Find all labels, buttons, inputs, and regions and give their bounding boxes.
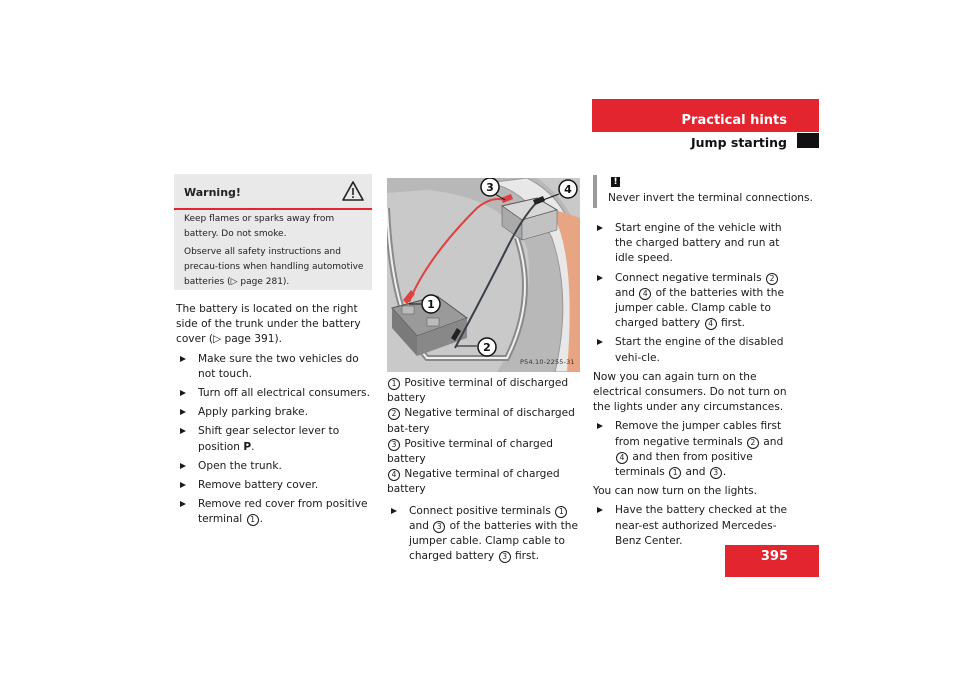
battery-figure: [387, 178, 580, 372]
callout-1: 1: [427, 298, 435, 311]
warning-paragraph: Observe all safety instructions and precau-tions when handling automotive batteries (▷ page 281).: [184, 247, 364, 287]
callout-2: 2: [483, 341, 491, 354]
exclamation-icon: !: [611, 177, 620, 187]
step-item: Remove red cover from positive terminal 1 .: [176, 497, 374, 527]
legend-item: 2 Negative terminal of discharged bat-tery: [387, 407, 575, 435]
terminal-number: 1: [247, 514, 259, 526]
figure-code: P54.10-2255-31: [520, 358, 575, 366]
intro-paragraph: The battery is located on the right side of the trunk under the battery cover (▷ page 391).: [176, 303, 361, 346]
column-right: [593, 221, 791, 549]
page-number: 395: [760, 549, 788, 564]
gear-position: P: [243, 440, 252, 453]
body-paragraph: You can now turn on the lights.: [593, 485, 758, 498]
legend-item: 1 Positive terminal of discharged battery: [387, 377, 569, 405]
callout-3: 3: [486, 181, 494, 194]
section-title: Practical hints: [681, 113, 787, 128]
step-item: Shift gear selector lever to position P.: [176, 424, 374, 454]
body-paragraph: Now you can again turn on the electrical consumers. Do not turn on the lights under any circumstances.: [593, 370, 787, 414]
legend-item: 4 Negative terminal of charged battery: [387, 468, 560, 496]
step-item: Remove battery cover.: [176, 478, 374, 493]
warning-text: [184, 212, 368, 293]
step-item: Connect negative terminals 2 and 4 of the batteries with the jumper cable. Clamp cable to charged battery 4 first.: [593, 271, 791, 332]
column-left: [176, 302, 374, 528]
step-item: Turn off all electrical consumers.: [176, 386, 374, 401]
column-middle: [387, 376, 583, 564]
warning-divider: [174, 208, 372, 210]
warning-title: Warning!: [184, 186, 241, 199]
step-item: Start engine of the vehicle with the charged battery and run at idle speed.: [593, 221, 791, 267]
step-item: Make sure the two vehicles do not touch.: [176, 352, 374, 382]
step-item: Open the trunk.: [176, 459, 374, 474]
legend-item: 3 Positive terminal of charged battery: [387, 437, 553, 466]
note-bar: [593, 175, 597, 208]
warning-triangle-icon: [342, 181, 364, 201]
step-item: Connect positive terminals 1 and 3 of the batteries with the jumper cable. Clamp cable to charged battery 3 first.: [387, 504, 583, 565]
step-item: Apply parking brake.: [176, 405, 374, 420]
step-item: Start the engine of the disabled vehi-cle.: [593, 335, 791, 365]
step-item: Remove the jumper cables first from negative terminals 2 and 4 and then from positive terminals 1 and 3 .: [593, 419, 791, 480]
step-item: Have the battery checked at the near-est authorized Mercedes-Benz Center.: [593, 503, 791, 549]
callout-4: 4: [564, 183, 572, 196]
note-text: Never invert the terminal connections.: [608, 192, 813, 204]
section-subtitle: Jump starting: [691, 135, 787, 150]
header-tab: [797, 133, 819, 148]
trunk-battery-illustration: [387, 178, 580, 372]
warning-paragraph: Keep flames or sparks away from battery. Do not smoke.: [184, 214, 335, 239]
